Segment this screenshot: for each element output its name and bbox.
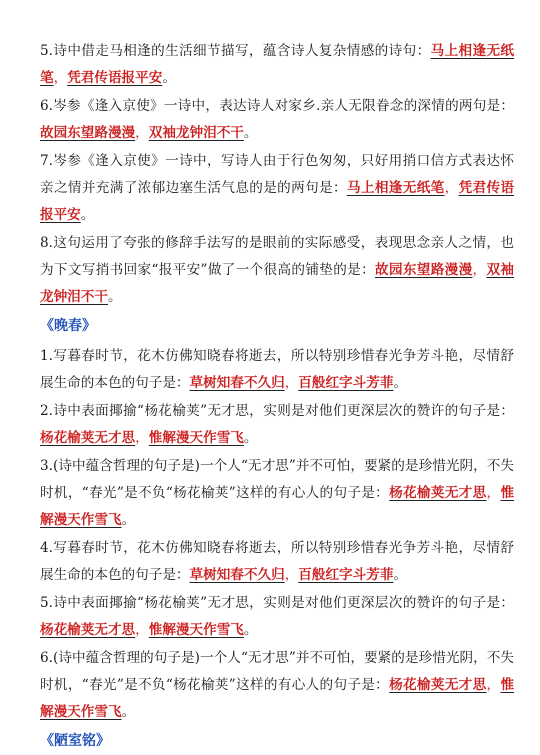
question-item — [40, 230, 514, 311]
answer-line-1: 杨花榆荚无才思 — [389, 677, 487, 693]
question-item — [40, 535, 514, 589]
question-text: 3.(诗中蕴含哲理的句子是)一个人“无才思”并不可怕，要紧的是珍惜光阴，不失时机，“春光”是不负“杨花榆荚”这样的有心人的句子是： — [40, 458, 514, 501]
question-text: 5.诗中表面揶揄“杨花榆荚”无才思，实则是对他们更深层次的赞许的句子是： — [40, 595, 514, 611]
sentence-end: 。 — [243, 430, 258, 446]
question-item — [40, 590, 514, 644]
answer-line-1: 草树知春不久归 — [189, 567, 285, 583]
answer-separator: ， — [53, 70, 68, 86]
question-text: 8.这句运用了夸张的修辞手法写的是眼前的实际感受，表现思念亲人之情，也为下文写捎书回家“报平安”做了一个很高的铺垫的是： — [40, 235, 514, 278]
answer-separator: ， — [135, 125, 149, 141]
question-text: 6.岑参《逢入京使》一诗中，表达诗人对家乡.亲人无限眷念的深情的两句是： — [40, 98, 514, 114]
answer-line-2: 惟解漫天作雪飞 — [40, 485, 515, 528]
answer-line-1: 草树知春不久归 — [189, 375, 285, 391]
answer-line-2: 双袖龙钟泪不干 — [40, 262, 515, 305]
answer-line-1: 杨花榆荚无才思 — [389, 485, 487, 501]
answer-line-1: 马上相逢无纸笔 — [40, 43, 515, 86]
answer-line-1: 故园东望路漫漫 — [375, 262, 473, 278]
sentence-end: 。 — [393, 567, 408, 583]
question-list-wanchun — [40, 343, 514, 726]
question-text: 2.诗中表面揶揄“杨花榆荚”无才思，实则是对他们更深层次的赞许的句子是： — [40, 403, 514, 419]
question-item — [40, 93, 514, 147]
answer-separator: ， — [486, 677, 501, 693]
sentence-end: 。 — [162, 70, 176, 86]
question-text: 6.(诗中蕴含哲理的句子是)一个人“无才思”并不可怕，要紧的是珍惜光阴，不失时机，“春光”是不负“杨花榆荚”这样的有心人的句子是： — [40, 650, 514, 693]
sentence-end: 。 — [80, 207, 95, 223]
answer-separator: ， — [486, 485, 501, 501]
sentence-end: 。 — [243, 125, 258, 141]
sentence-end: 。 — [121, 512, 136, 528]
answer-separator: ， — [472, 262, 487, 278]
answer-separator: ， — [444, 180, 459, 196]
question-item — [40, 453, 514, 534]
section-heading-wanchun: 《晚春》 — [40, 318, 96, 334]
answer-line-2: 凭君传语报平安 — [40, 180, 515, 223]
answer-separator: ， — [284, 375, 299, 391]
answer-line-2: 惟解漫天作雪飞 — [148, 622, 244, 638]
question-item — [40, 398, 514, 452]
section-heading-loushiming: 《陋室铭》 — [40, 733, 110, 749]
answer-line-2: 惟解漫天作雪飞 — [40, 677, 515, 720]
sentence-end: 。 — [393, 375, 408, 391]
question-item — [40, 645, 514, 726]
answer-line-2: 百般红字斗芳菲 — [298, 375, 394, 391]
answer-line-2: 双袖龙钟泪不干 — [148, 125, 244, 141]
answer-line-2: 百般红字斗芳菲 — [298, 567, 394, 583]
answer-separator: ， — [135, 430, 149, 446]
question-item — [40, 343, 514, 397]
question-list-top — [40, 38, 514, 311]
answer-line-1: 马上相逢无纸笔 — [346, 180, 445, 196]
question-item — [40, 38, 514, 92]
question-item — [40, 148, 514, 229]
sentence-end: 。 — [243, 622, 258, 638]
answer-line-2: 惟解漫天作雪飞 — [148, 430, 244, 446]
answer-line-1: 杨花榆荚无才思 — [40, 430, 136, 446]
question-text: 4.写暮春时节，花木仿佛知晓春将逝去，所以特别珍惜春光争芳斗艳，尽情舒展生命的本色的句子是： — [40, 540, 514, 583]
sentence-end: 。 — [121, 704, 136, 720]
question-text: 7.岑参《逢入京使》一诗中，写诗人由于行色匆匆，只好用捎口信方式表达怀亲之情并充满了浓郁边塞生活气息的是的两句是： — [40, 153, 514, 196]
answer-line-2: 凭君传语报平安 — [67, 70, 163, 86]
answer-line-1: 故园东望路漫漫 — [40, 125, 136, 141]
sentence-end: 。 — [107, 289, 122, 305]
answer-separator: ， — [135, 622, 149, 638]
answer-separator: ， — [284, 567, 299, 583]
question-text: 5.诗中借走马相逢的生活细节描写，蕴含诗人复杂情感的诗句： — [40, 43, 431, 59]
question-text: 1.写暮春时节，花木仿佛知晓春将逝去，所以特别珍惜春光争芳斗艳，尽情舒展生命的本色的句子是： — [40, 348, 514, 391]
answer-line-1: 杨花榆荚无才思 — [40, 622, 136, 638]
